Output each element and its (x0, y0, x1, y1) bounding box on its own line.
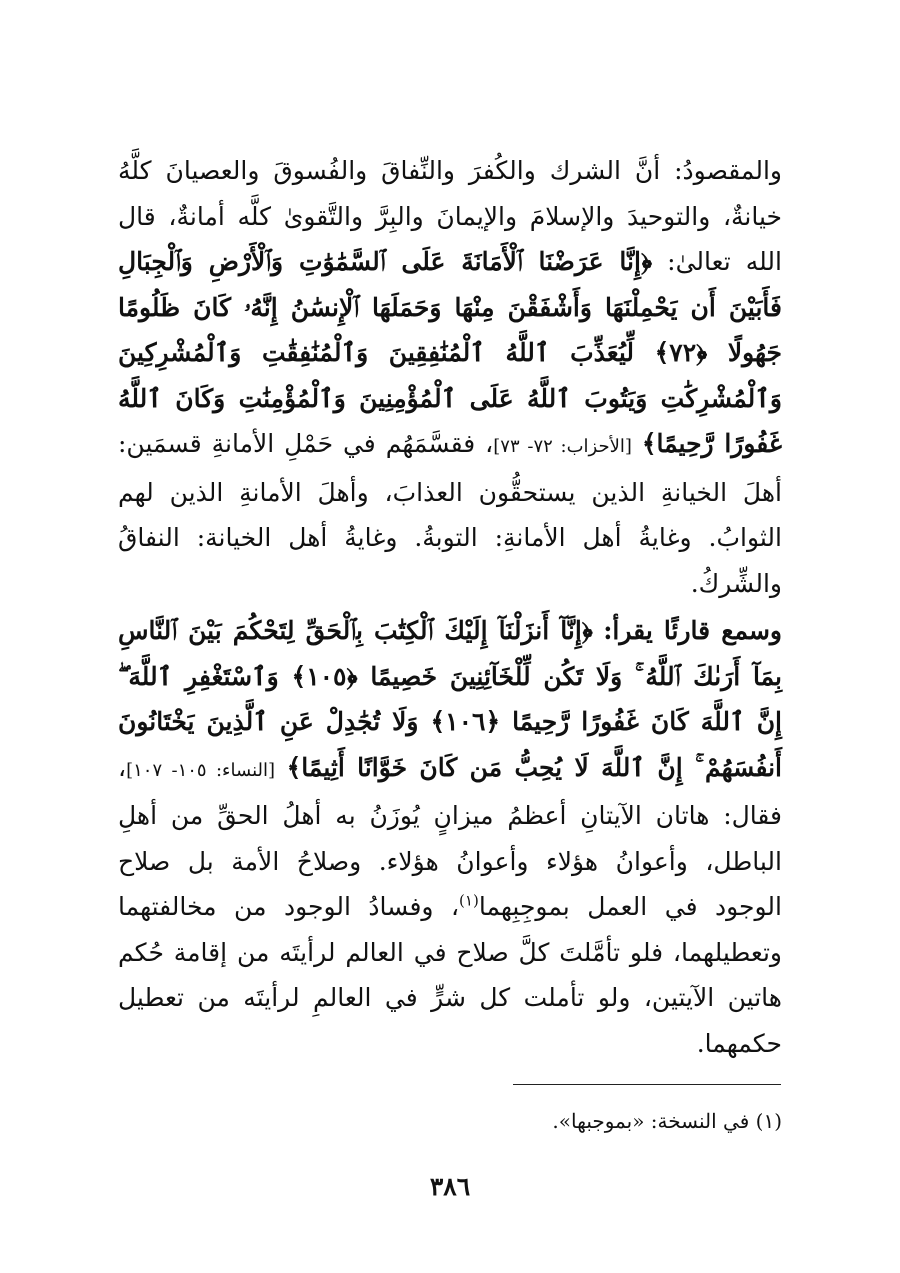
footnote: (١) في النسخة: «بموجبها». (552, 1109, 782, 1133)
paragraph-intro-text: وسمع قارئًا يقرأ: (603, 616, 782, 645)
footnote-divider (513, 1084, 781, 1085)
footnote-marker[interactable]: (١) (459, 891, 479, 910)
paragraph-intro-text: والمقصودُ: أنَّ الشرك والكُفرَ والنِّفاقَ والفُسوقَ والعصيانَ كلَّهُ خيانةٌ، والتوحيدَ والإسلامَ والإيمانَ والبِرَّ والتَّقوىٰ كلَّه أمانةٌ، قال الله تعالىٰ: (118, 156, 782, 276)
paragraph-body-text: ، وفسادُ الوجود من مخالفتهما وتعطيلهما، فلو تأمَّلتَ كلَّ صلاح في العالم لرأيتَه من إقامة حُكم هاتين الآيتين، ولو تأملت كل شرٍّ في العالمِ لرأيتَه من تعطيل حكمهما. (118, 892, 782, 1058)
verse-reference: [الأحزاب: ٧٢- ٧٣] (493, 436, 632, 457)
paragraph-amanah (118, 148, 782, 606)
quran-verse-an-nisa: ﴿إِنَّآ أَنزَلْنَآ إِلَيْكَ ٱلْكِتَٰبَ بِٱلْحَقِّ لِتَحْكُمَ بَيْنَ ٱلنَّاسِ بِمَآ أَرَىٰكَ ٱللَّهُ ۚ وَلَا تَكُن لِّلْخَآئِنِينَ خَصِيمًا ﴿١٠٥﴾ وَٱسْتَغْفِرِ ٱللَّهَ ۖ إِنَّ ٱللَّهَ كَانَ غَفُورًا رَّحِيمًا ﴿١٠٦﴾ وَلَا تُجَٰدِلْ عَنِ ٱلَّذِينَ يَخْتَانُونَ أَنفُسَهُمْ ۚ إِنَّ ٱللَّهَ لَا يُحِبُّ مَن كَانَ خَوَّانًا أَثِيمًا﴾ (118, 616, 783, 782)
paragraph-body-text: ، فقسَّمَهُم في حَمْلِ الأمانةِ قسمَين: أهلَ الخيانةِ الذين يستحقُّون العذابَ، وأهلَ الأمانةِ الذين لهم الثوابُ. وغايةُ أهل الأمانةِ: التوبةُ. وغايةُ أهل الخيانة: النفاقُ والشِّركُ. (118, 429, 782, 598)
quran-verse-al-ahzab: ﴿إِنَّا عَرَضْنَا ٱلْأَمَانَةَ عَلَى ٱلسَّمَٰوَٰتِ وَٱلْأَرْضِ وَٱلْجِبَالِ فَأَبَيْنَ أَن يَحْمِلْنَهَا وَأَشْفَقْنَ مِنْهَا وَحَمَلَهَا ٱلْإِنسَٰنُ إِنَّهُۥ كَانَ ظَلُومًا جَهُولًا ﴿٧٢﴾ لِّيُعَذِّبَ ٱللَّهُ ٱلْمُنَٰفِقِينَ وَٱلْمُنَٰفِقَٰتِ وَٱلْمُشْرِكِينَ وَٱلْمُشْرِكَٰتِ وَيَتُوبَ ٱللَّهُ عَلَى ٱلْمُؤْمِنِينَ وَٱلْمُؤْمِنَٰتِ وَكَانَ ٱللَّهُ غَفُورًا رَّحِيمًا﴾ (118, 247, 782, 458)
page-number: ٣٨٦ (429, 1172, 471, 1201)
paragraph-body-text: ، فقال: هاتان الآيتانِ أعظمُ ميزانٍ يُوزَنُ به أهلُ الحقِّ من أهلِ الباطل، وأعوانُ هؤلاء وأعوانُ هؤلاء. وصلاحُ الأمة بل صلاح الوجود في العمل بموجِبِهما (118, 752, 782, 921)
verse-reference: [النساء: ١٠٥- ١٠٧] (126, 759, 276, 781)
paragraph-two-verses (118, 608, 782, 1066)
